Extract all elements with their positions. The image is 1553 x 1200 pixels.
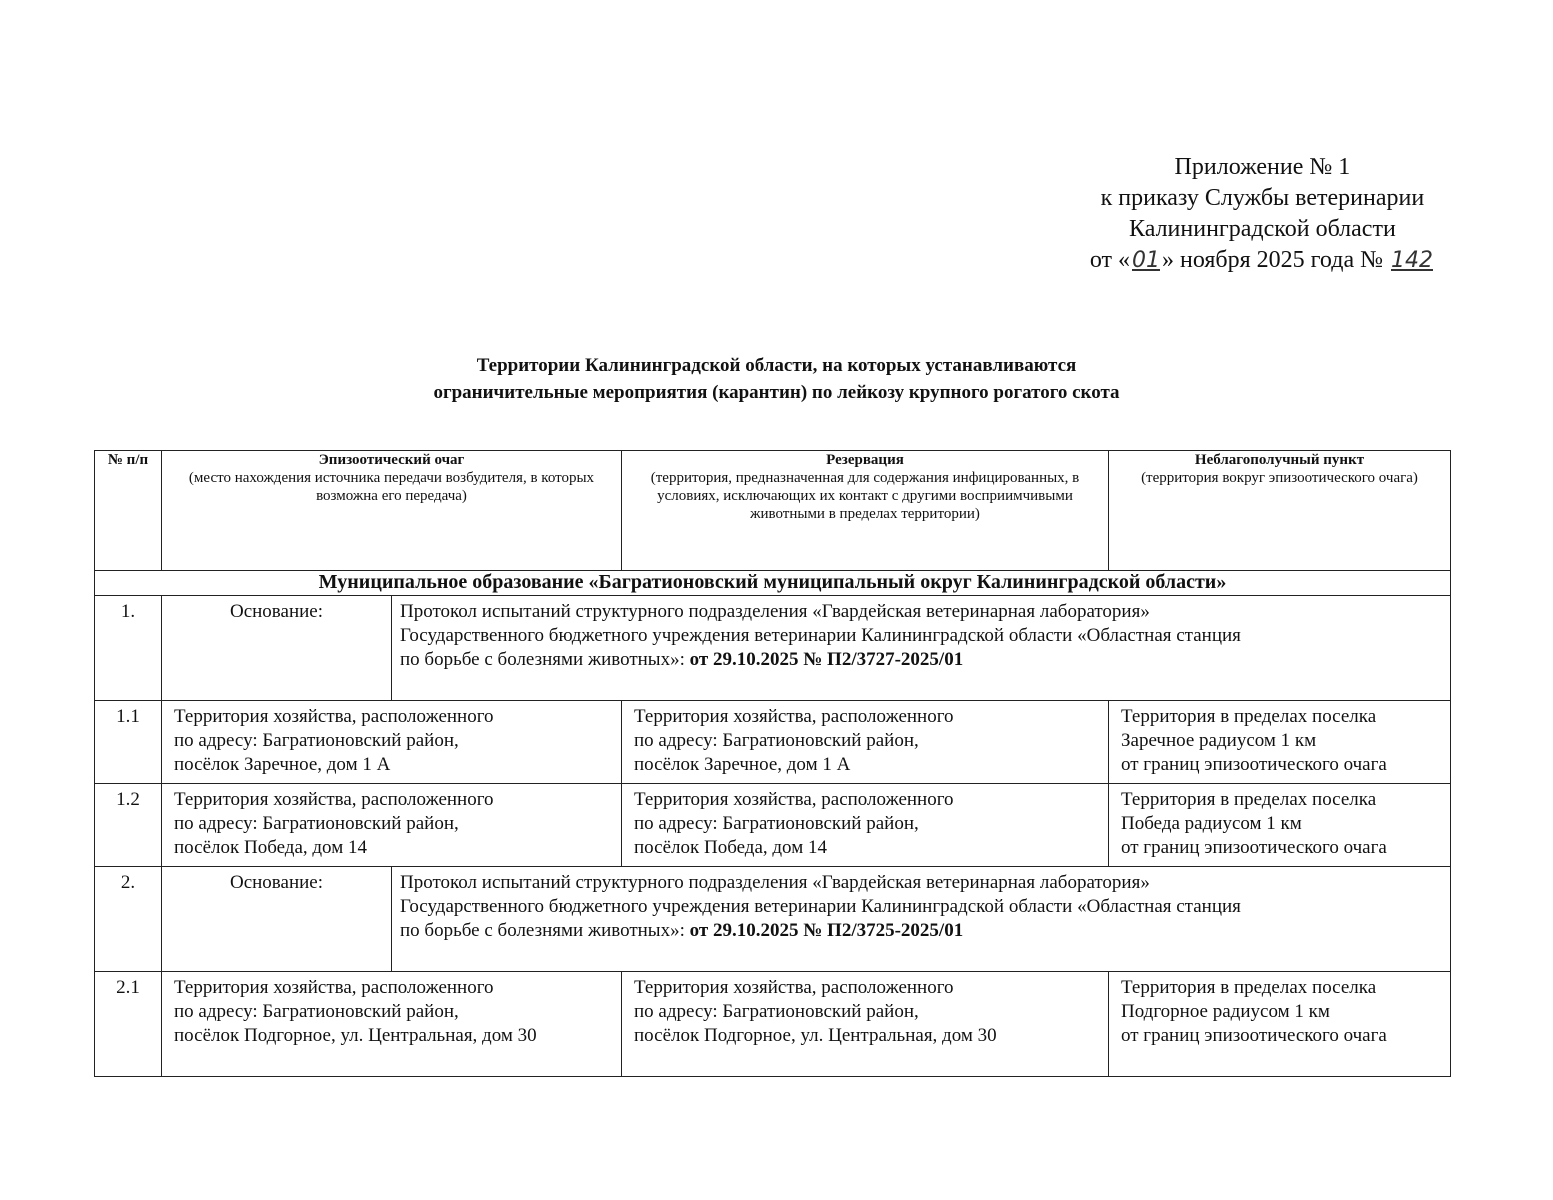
municipality-name: Муниципальное образование «Багратионовский муниципальный округ Калининградской области»	[95, 571, 1451, 596]
basis-label: Основание:	[162, 867, 392, 972]
document-title	[0, 352, 1553, 406]
cell-line: посёлок Заречное, дом 1 А	[634, 754, 851, 775]
header-focus: Эпизоотический очаг (место нахождения источника передачи возбудителя, в которых возможна его передача)	[162, 451, 622, 571]
item-number: 1.1	[95, 701, 162, 784]
header-num: № п/п	[95, 451, 162, 571]
cell-line: посёлок Победа, дом 14	[634, 837, 827, 858]
quarantine-table	[94, 450, 1451, 1077]
basis-last-line	[400, 648, 1442, 672]
item-number: 2.1	[95, 972, 162, 1077]
cell-line: Территория хозяйства, расположенного	[174, 977, 494, 998]
cell-line: Подгорное радиусом 1 км	[1121, 1001, 1330, 1022]
cell-line: по адресу: Багратионовский район,	[174, 730, 459, 751]
municipality-row	[95, 571, 1451, 596]
cell-line: посёлок Подгорное, ул. Центральная, дом 30	[634, 1025, 997, 1046]
basis-line: Протокол испытаний структурного подразделения «Гвардейская ветеринарная лаборатория»	[400, 872, 1150, 893]
cell-line: Территория хозяйства, расположенного	[634, 977, 954, 998]
group-number: 2.	[95, 867, 162, 972]
cell-line: по адресу: Багратионовский район,	[634, 730, 919, 751]
appendix-line-3: Калининградской области	[1129, 216, 1396, 242]
focus-cell	[162, 972, 622, 1077]
handwritten-order-number: 142	[1391, 248, 1433, 273]
table-header-row	[95, 451, 1451, 571]
item-number: 1.2	[95, 784, 162, 867]
header-reservation: Резервация (территория, предназначенная для содержания инфицированных, в условиях, исключающих их контакт с другими восприимчивыми животными в пределах территории)	[622, 451, 1109, 571]
basis-text	[392, 596, 1451, 701]
basis-label: Основание:	[162, 596, 392, 701]
appendix-line-4	[1090, 245, 1435, 276]
handwritten-day: 01	[1132, 248, 1160, 273]
cell-line: по адресу: Багратионовский район,	[174, 813, 459, 834]
cell-line: Победа радиусом 1 км	[1121, 813, 1302, 834]
table-row	[95, 701, 1451, 784]
header-point: Неблагополучный пункт (территория вокруг эпизоотического очага)	[1109, 451, 1451, 571]
appendix-header	[1090, 152, 1435, 276]
group-number: 1.	[95, 596, 162, 701]
cell-line: от границ эпизоотического очага	[1121, 837, 1387, 858]
title-line-2: ограничительные мероприятия (карантин) по лейкозу крупного рогатого скота	[433, 382, 1120, 403]
point-cell	[1109, 784, 1451, 867]
order-date-middle: » ноября 2025 года №	[1162, 247, 1383, 273]
cell-line: от границ эпизоотического очага	[1121, 1025, 1387, 1046]
cell-line: Территория хозяйства, расположенного	[634, 789, 954, 810]
cell-line: Территория хозяйства, расположенного	[634, 706, 954, 727]
focus-cell	[162, 701, 622, 784]
cell-line: по адресу: Багратионовский район,	[634, 1001, 919, 1022]
reservation-cell	[622, 701, 1109, 784]
cell-line: Заречное радиусом 1 км	[1121, 730, 1317, 751]
appendix-line-1: Приложение № 1	[1174, 154, 1351, 180]
cell-line: Территория в пределах поселка	[1121, 789, 1377, 810]
order-date-prefix: от «	[1089, 247, 1130, 273]
point-cell	[1109, 701, 1451, 784]
table-row	[95, 972, 1451, 1077]
cell-line: Территория в пределах поселка	[1121, 977, 1377, 998]
cell-line: Территория хозяйства, расположенного	[174, 706, 494, 727]
cell-line: посёлок Заречное, дом 1 А	[174, 754, 391, 775]
basis-row	[95, 596, 1451, 701]
protocol-reference: от 29.10.2025 № П2/3727-2025/01	[689, 649, 964, 670]
cell-line: посёлок Подгорное, ул. Центральная, дом 30	[174, 1025, 537, 1046]
cell-line: по адресу: Багратионовский район,	[634, 813, 919, 834]
cell-line: Территория в пределах поселка	[1121, 706, 1377, 727]
cell-line: Территория хозяйства, расположенного	[174, 789, 494, 810]
appendix-line-2: к приказу Службы ветеринарии	[1100, 185, 1425, 211]
cell-line: посёлок Победа, дом 14	[174, 837, 367, 858]
point-cell	[1109, 972, 1451, 1077]
reservation-cell	[622, 972, 1109, 1077]
protocol-reference: от 29.10.2025 № П2/3725-2025/01	[689, 920, 964, 941]
basis-line: Государственного бюджетного учреждения ветеринарии Калининградской области «Областная станция	[400, 896, 1241, 917]
basis-text	[392, 867, 1451, 972]
title-line-1: Территории Калининградской области, на которых устанавливаются	[476, 355, 1077, 376]
cell-line: по адресу: Багратионовский район,	[174, 1001, 459, 1022]
basis-line: Протокол испытаний структурного подразделения «Гвардейская ветеринарная лаборатория»	[400, 601, 1150, 622]
basis-line: по борьбе с болезнями животных»:	[400, 920, 685, 941]
cell-line: от границ эпизоотического очага	[1121, 754, 1387, 775]
focus-cell	[162, 784, 622, 867]
reservation-cell	[622, 784, 1109, 867]
basis-last-line	[400, 919, 1442, 943]
basis-row	[95, 867, 1451, 972]
basis-line: Государственного бюджетного учреждения ветеринарии Калининградской области «Областная станция	[400, 625, 1241, 646]
table-row	[95, 784, 1451, 867]
basis-line: по борьбе с болезнями животных»:	[400, 649, 685, 670]
